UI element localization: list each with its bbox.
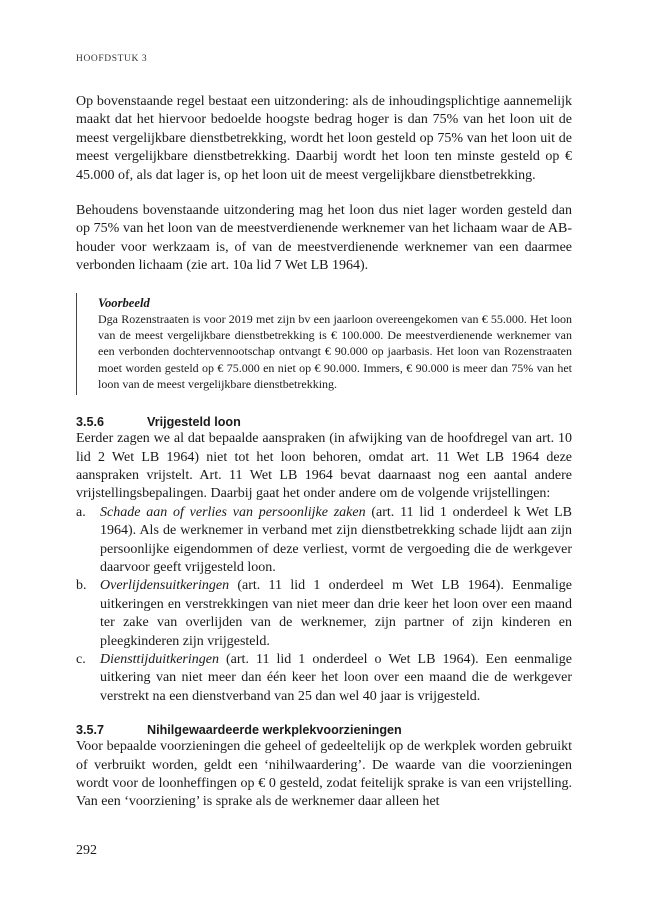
list-item-text: (art. 11 lid 1 onderdeel m Wet LB 1964). Eenmalige uitkeringen en verstrekkingen van niet meer dan drie keer het loon over een maand ter zake van overlijden van de werknemer, zijn partner of zijn kinderen en pleegkinderen zijn vrijgesteld.: [100, 578, 572, 649]
running-header: HOOFDSTUK 3: [76, 54, 148, 64]
paragraph-exception: Op bovenstaande regel bestaat een uitzondering: als de inhoudingsplichtige aannemelijk maakt dat het hiervoor bedoelde hoogste bedrag hoger is dan 75% van het loon uit de meest vergelijkbare dienstbetrekking, wordt het loon gesteld op 75% van het loon uit de meest vergelijkbare dienstbetrekking. Daarbij wordt het loon ten minste gesteld op € 45.000 of, als dat lager is, op het loon uit de meest vergelijkbare dienstbetrekking.: [76, 94, 572, 183]
list-marker: a.: [76, 504, 86, 520]
list-marker: c.: [76, 652, 86, 668]
list-item-term: Diensttijduitkeringen: [100, 652, 219, 668]
section-heading-3-5-6: [76, 414, 572, 430]
section-title: Nihilgewaardeerde werkplekvoorzieningen: [147, 723, 402, 738]
example-box: [76, 293, 572, 395]
section-intro: Eerder zagen we al dat bepaalde aanspraken (in afwijking van de hoofdregel van art. 10 lid 2 Wet LB 1964) niet tot het loon behoren, omdat art. 11 Wet LB 1964 deze aanspraken vrijstelt. Art. 11 Wet LB 1964 bevat daarnaast nog een aantal andere vrijstellingsbepalingen. Daarbij gaat het onder andere om de volgende vrijstellingen:: [76, 431, 572, 502]
list-marker: b.: [76, 578, 87, 594]
section-body: Voor bepaalde voorzieningen die geheel of gedeeltelijk op de werkplek worden gebruikt of verbruikt worden, geldt een ‘nihilwaardering’. De waarde van die voorzieningen wordt voor de loonheffingen op € 0 gesteld, zodat feitelijk sprake is van een vrijstelling. Van een ‘voorziening’ is sprake als de werknemer daar alleen het: [76, 739, 572, 810]
example-title: Voorbeeld: [98, 295, 150, 310]
page-number: 292: [76, 843, 97, 858]
section-number: 3.5.7: [76, 723, 105, 738]
list-item: [76, 577, 572, 651]
list-item-text: (art. 11 lid 1 onderdeel o Wet LB 1964). Een eenmalige uitkering van niet meer dan één keer het loon over een maand die de werkgever verstrekt na een dienstverband van 25 dan wel 40 jaar is vrijgesteld.: [100, 652, 572, 704]
exemption-list: [76, 504, 572, 706]
page-body: [76, 93, 572, 812]
list-item-text: (art. 11 lid 1 onderdeel k Wet LB 1964). Als de werknemer in verband met zijn dienstbetrekking schade lijdt aan zijn persoonlijke eigendommen of deze verliest, vormt de vergoeding die de werkgever daarvoor geeft vrijgesteld loon.: [100, 504, 573, 575]
list-item: [76, 504, 572, 578]
section-number: 3.5.6: [76, 415, 105, 430]
list-item-term: Schade aan of verlies van persoonlijke zaken: [100, 504, 366, 520]
paragraph-minimum-wage: Behoudens bovenstaande uitzondering mag het loon dus niet lager worden gesteld dan op 75% van het loon van de meestverdienende werknemer van het lichaam waar de AB-houder voor werkzaam is, of van de meestverdienende werknemer van een daarmee verbonden lichaam (zie art. 10a lid 7 Wet LB 1964).: [76, 203, 572, 274]
example-text: Dga Rozenstraaten is voor 2019 met zijn bv een jaarloon overeengekomen van € 55.000. Het loon van de meest vergelijkbare dienstbetrekking is € 100.000. De meestverdienende werknemer van een verbonden dochtervennootschap ontvangt € 90.000 op jaarbasis. Het loon van Rozenstraaten moet worden gesteld op € 75.000 en niet op € 90.000. Immers, € 90.000 is meer dan 75% van het loon van de meest vergelijkbare dienstbetrekking.: [98, 311, 572, 391]
list-item: [76, 651, 572, 706]
section-heading-3-5-7: [76, 722, 572, 738]
list-item-term: Overlijdensuitkeringen: [100, 578, 230, 594]
section-title: Vrijgesteld loon: [147, 415, 241, 430]
